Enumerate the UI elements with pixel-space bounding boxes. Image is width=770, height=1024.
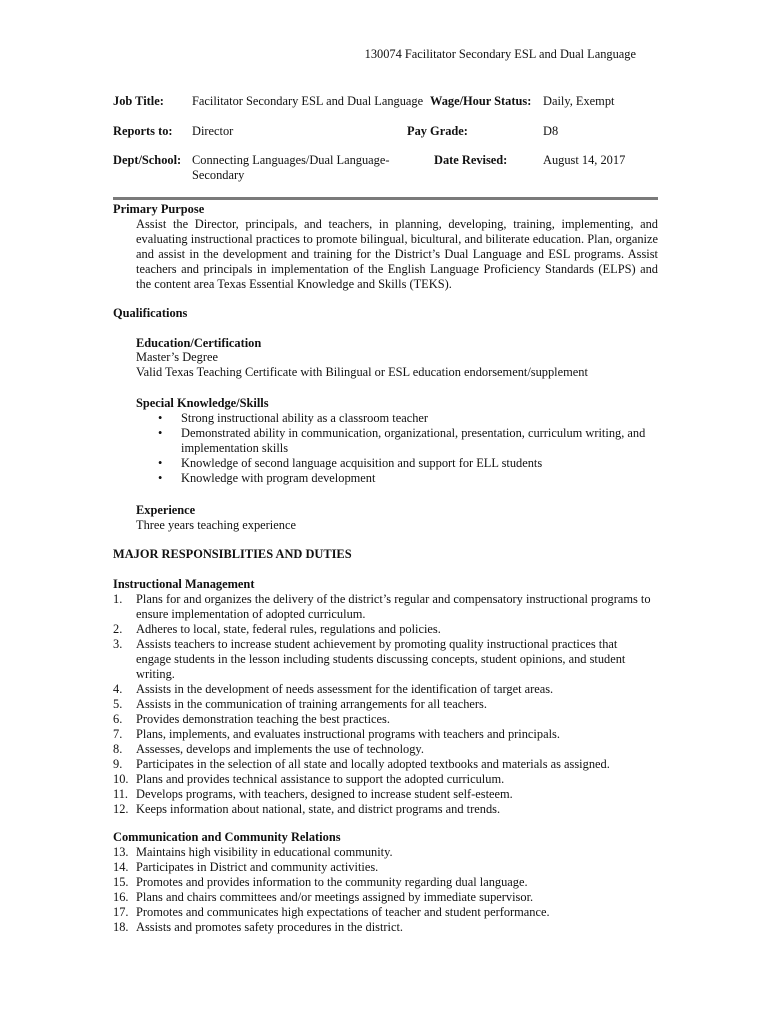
date-revised-label: Date Revised: (434, 153, 508, 167)
reports-to-label: Reports to: (113, 124, 173, 138)
pay-grade-value: D8 (543, 124, 559, 138)
list-item: 15. Promotes and provides information to the community regarding dual language. (113, 875, 528, 889)
list-item: 8. Assesses, develops and implements the use of technology. (113, 742, 424, 756)
list-item: 13. Maintains high visibility in educational community. (113, 845, 393, 859)
list-item: 9. Participates in the selection of all state and locally adopted textbooks and materials as assigned. (113, 757, 610, 771)
education-degree: Master’s Degree (136, 350, 218, 364)
date-revised-value: August 14, 2017 (543, 153, 626, 167)
primary-purpose-heading: Primary Purpose (113, 202, 205, 216)
document-header-code: 130074 Facilitator Secondary ESL and Dual Language (364, 47, 636, 61)
education-certificate: Valid Texas Teaching Certificate with Bilingual or ESL education endorsement/supplement (136, 365, 588, 379)
list-item: 2. Adheres to local, state, federal rules, regulations and policies. (113, 622, 441, 636)
pay-grade-label: Pay Grade: (407, 124, 468, 138)
list-item: 16. Plans and chairs committees and/or meetings assigned by immediate supervisor. (113, 890, 534, 904)
wage-status-value: Daily, Exempt (543, 94, 615, 108)
qualifications-heading: Qualifications (113, 306, 188, 320)
list-item: 5. Assists in the communication of training arrangements for all teachers. (113, 697, 487, 711)
list-item: 3. Assists teachers to increase student achievement by promoting quality instructional practices that engage students in the lesson including students discussing concepts, student opinions, and student writing. (113, 637, 626, 681)
list-item: • Knowledge with program development (158, 471, 376, 485)
list-item: • Knowledge of second language acquisition and support for ELL students (158, 456, 543, 470)
skills-heading: Special Knowledge/Skills (136, 396, 269, 410)
dept-school-value-line1: Connecting Languages/Dual Language- (192, 153, 390, 167)
bullet-icon: • (158, 456, 163, 470)
job-title-label: Job Title: (113, 94, 164, 108)
experience-text: Three years teaching experience (136, 518, 296, 532)
wage-status-label: Wage/Hour Status: (430, 94, 532, 108)
list-item: 6. Provides demonstration teaching the best practices. (113, 712, 390, 726)
bullet-icon: • (158, 411, 163, 425)
section-divider (113, 197, 658, 200)
skills-list (136, 411, 658, 486)
list-item: 18. Assists and promotes safety procedures in the district. (113, 920, 404, 934)
reports-to-value: Director (192, 124, 234, 138)
list-item: 17. Promotes and communicates high expectations of teacher and student performance. (113, 905, 550, 919)
list-item: 11. Develops programs, with teachers, designed to increase student self-esteem. (113, 787, 513, 801)
list-item: 4. Assists in the development of needs assessment for the identification of target areas. (113, 682, 554, 696)
list-item: 12. Keeps information about national, state, and district programs and trends. (113, 802, 501, 816)
list-item: 14. Participates in District and community activities. (113, 860, 379, 874)
list-item: 7. Plans, implements, and evaluates instructional programs with teachers and principals. (113, 727, 560, 741)
list-item: • Demonstrated ability in communication, organizational, presentation, curriculum writing, and implementation skills (158, 426, 646, 455)
education-heading: Education/Certification (136, 336, 262, 350)
community-relations-heading: Communication and Community Relations (113, 830, 341, 844)
dept-school-label: Dept/School: (113, 153, 182, 167)
bullet-icon: • (158, 471, 163, 485)
list-item: • Strong instructional ability as a classroom teacher (158, 411, 429, 425)
community-duties-list (113, 845, 653, 935)
job-title-value: Facilitator Secondary ESL and Dual Language (192, 94, 424, 108)
primary-purpose-text: Assist the Director, principals, and teachers, in planning, developing, training, implementing, and evaluating instructional practices to promote bilingual, bicultural, and biliterate education. Plan, organize and assist in the development and training for the District’s Dual Language and ESL programs. Assist teachers and principals in implementation of the English Language Proficiency Standards (ELPS) and the content area Texas Essential Knowledge and Skills (TEKS). (136, 217, 658, 291)
duties-heading: MAJOR RESPONSIBLITIES AND DUTIES (113, 547, 352, 561)
experience-heading: Experience (136, 503, 196, 517)
list-item: 1. Plans for and organizes the delivery of the district’s regular and compensatory instructional programs to ensure implementation of adopted curriculum. (113, 592, 651, 621)
dept-school-value-line2: Secondary (192, 168, 245, 182)
instructional-duties-list (113, 592, 653, 817)
instructional-management-heading: Instructional Management (113, 577, 255, 591)
bullet-icon: • (158, 426, 163, 440)
list-item: 10. Plans and provides technical assistance to support the adopted curriculum. (113, 772, 505, 786)
